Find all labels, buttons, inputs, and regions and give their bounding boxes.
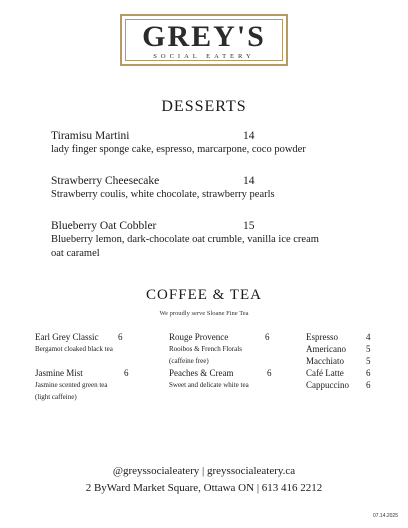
tea-column-1 — [35, 331, 165, 403]
logo-subtitle: SOCIAL EATERY — [153, 53, 255, 60]
item-description: Rooibos & French Florals — [169, 345, 242, 353]
item-name: Jasmine Mist — [35, 368, 83, 378]
item-description: (caffeine free) — [169, 357, 209, 365]
item-price: 6 — [118, 332, 123, 342]
dessert-description: Strawberry coulis, white chocolate, strawberry pearls — [51, 189, 275, 200]
item-price: 4 — [366, 332, 371, 342]
coffee-column — [306, 331, 376, 391]
item-name: Espresso — [306, 332, 338, 342]
dessert-price: 14 — [243, 175, 255, 187]
menu-item — [306, 379, 376, 391]
desserts-heading: DESSERTS — [161, 98, 247, 115]
dessert-name: Blueberry Oat Cobbler — [51, 220, 157, 232]
item-name: Rouge Provence — [169, 332, 229, 342]
item-price: 6 — [265, 332, 270, 342]
item-description: Bergamot cloaked black tea — [35, 345, 113, 353]
tea-tagline: We proudly serve Sloane Fine Tea — [159, 310, 249, 317]
menu-item — [169, 367, 299, 379]
item-price: 6 — [124, 368, 129, 378]
tea-column-2 — [169, 331, 299, 391]
menu-date: 07.14.2025 — [372, 513, 398, 519]
item-price: 6 — [366, 380, 371, 390]
footer-social: @greyssocialeatery | greyssocialeatery.ca — [112, 465, 296, 477]
menu-item — [306, 355, 376, 367]
menu-item — [169, 331, 299, 343]
item-name: Americano — [306, 344, 346, 354]
dessert-price: 15 — [243, 220, 255, 232]
item-description: (light caffeine) — [35, 393, 77, 401]
dessert-item — [51, 219, 381, 261]
menu-item — [35, 367, 165, 379]
item-description: Sweet and delicate white tea — [169, 381, 249, 389]
item-name: Earl Grey Classic — [35, 332, 99, 342]
menu-item — [35, 331, 165, 343]
menu-item — [306, 343, 376, 355]
item-price: 6 — [267, 368, 272, 378]
item-name: Café Latte — [306, 368, 344, 378]
footer-address: 2 ByWard Market Square, Ottawa ON | 613 416 2212 — [85, 482, 323, 494]
dessert-description-continued: oat caramel — [51, 248, 100, 259]
menu-item — [306, 331, 376, 343]
item-name: Cappuccino — [306, 380, 349, 390]
item-name: Peaches & Cream — [169, 368, 234, 378]
dessert-item — [51, 174, 381, 202]
dessert-description: Blueberry lemon, dark-chocolate oat crumble, vanilla ice cream — [51, 234, 319, 245]
menu-item — [306, 367, 376, 379]
item-price: 5 — [366, 356, 371, 366]
dessert-name: Strawberry Cheesecake — [51, 175, 160, 187]
dessert-item — [51, 129, 381, 157]
item-price: 6 — [366, 368, 371, 378]
item-price: 5 — [366, 344, 371, 354]
logo-name: GREY'S — [142, 20, 266, 53]
item-description: Jasmine scented green tea — [35, 381, 108, 389]
dessert-name: Tiramisu Martini — [51, 130, 130, 142]
restaurant-logo — [120, 14, 288, 66]
item-name: Macchiato — [306, 356, 344, 366]
coffee-tea-heading: COFFEE & TEA — [146, 287, 262, 303]
dessert-description: lady finger sponge cake, espresso, marcarpone, coco powder — [51, 144, 306, 155]
dessert-price: 14 — [243, 130, 255, 142]
